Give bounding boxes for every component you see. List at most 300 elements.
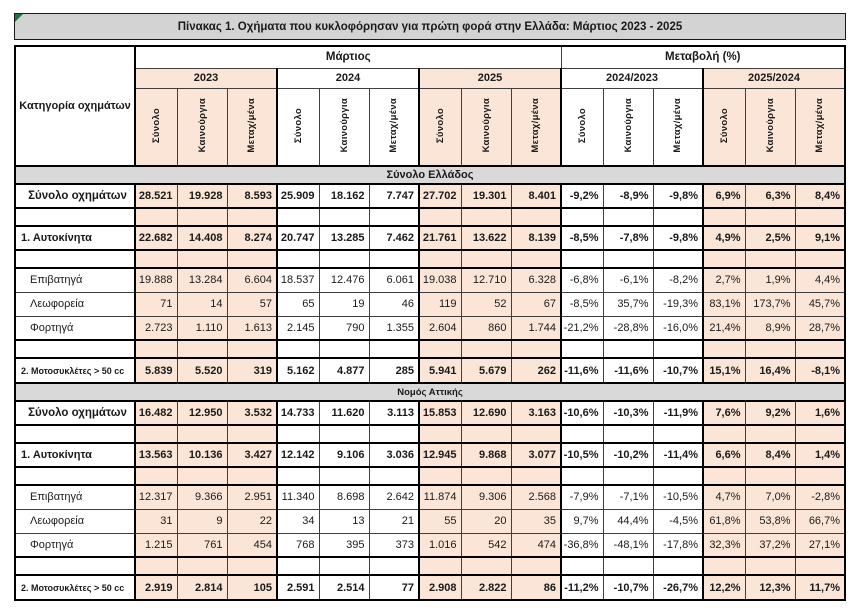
- subcolumn-header: [227, 88, 277, 166]
- cell: [461, 467, 511, 485]
- year-header: 2025: [419, 68, 561, 88]
- cell: [369, 467, 419, 485]
- cell: [319, 557, 369, 575]
- cell: [369, 208, 419, 226]
- cell: 2.642: [369, 485, 419, 509]
- cell: 395: [319, 533, 369, 557]
- cell: 4.877: [319, 358, 369, 383]
- cell: 6.604: [227, 268, 277, 292]
- cell: 35,7%: [603, 292, 653, 316]
- cell: 5.679: [461, 358, 511, 383]
- cell: [653, 557, 703, 575]
- cell: 22: [227, 509, 277, 533]
- cell: 2.822: [461, 575, 511, 600]
- cell: 3.036: [369, 443, 419, 467]
- subcolumn-header: [135, 88, 177, 166]
- cell: 66,7%: [795, 509, 845, 533]
- subcolumn-label: Σύνολο: [434, 107, 446, 143]
- category-header: Κατηγορία οχημάτων: [15, 46, 135, 166]
- row-label: [15, 340, 135, 358]
- row-label: [15, 425, 135, 443]
- subcolumn-label: Σύνολο: [576, 107, 588, 143]
- cell: -9,2%: [561, 184, 603, 208]
- cell: [319, 340, 369, 358]
- spacer-row: [15, 208, 845, 226]
- cell: 5.520: [177, 358, 227, 383]
- cell: 20: [461, 509, 511, 533]
- cell: -8,5%: [561, 226, 603, 250]
- cell: [135, 208, 177, 226]
- cell: -10,7%: [603, 575, 653, 600]
- cell: [653, 467, 703, 485]
- row-label: Λεωφορεία: [15, 509, 135, 533]
- cell: [745, 467, 795, 485]
- cell: [227, 557, 277, 575]
- cell: [795, 208, 845, 226]
- subcolumn-header: [319, 88, 369, 166]
- cell: 1,6%: [795, 401, 845, 425]
- cell: [511, 250, 561, 268]
- cell: 28.521: [135, 184, 177, 208]
- cell: 1.613: [227, 316, 277, 340]
- cell: -16,0%: [653, 316, 703, 340]
- subcolumn-header: [461, 88, 511, 166]
- cell: -6,1%: [603, 268, 653, 292]
- cell: 8.593: [227, 184, 277, 208]
- cell: [603, 340, 653, 358]
- cell: [277, 557, 319, 575]
- cell: 34: [277, 509, 319, 533]
- cell: [511, 557, 561, 575]
- cell: 2.604: [419, 316, 461, 340]
- cell: 12.710: [461, 268, 511, 292]
- cell: [703, 208, 745, 226]
- cell: 119: [419, 292, 461, 316]
- subcolumn-header: [795, 88, 845, 166]
- cell: 8.274: [227, 226, 277, 250]
- cell: 18.537: [277, 268, 319, 292]
- cell: 9.868: [461, 443, 511, 467]
- subcolumn-header: [561, 88, 603, 166]
- cell: 474: [511, 533, 561, 557]
- cell: 22.682: [135, 226, 177, 250]
- cell: 16.482: [135, 401, 177, 425]
- cell: 6.061: [369, 268, 419, 292]
- cell: -10,2%: [603, 443, 653, 467]
- row-label: Φορτηγά: [15, 533, 135, 557]
- cell: 7,6%: [703, 401, 745, 425]
- cell: [745, 208, 795, 226]
- cell: [461, 557, 511, 575]
- row-label: Φορτηγά: [15, 316, 135, 340]
- cell: 761: [177, 533, 227, 557]
- cell: -10,5%: [561, 443, 603, 467]
- cell: -4,5%: [653, 509, 703, 533]
- cell: -10,7%: [653, 358, 703, 383]
- cell: 5.941: [419, 358, 461, 383]
- cell: 35: [511, 509, 561, 533]
- cell: [795, 425, 845, 443]
- cell: 11,7%: [795, 575, 845, 600]
- row-label: 2. Μοτοσυκλέτες > 50 cc: [15, 575, 135, 600]
- subcolumn-label: Μεταχ/μένα: [388, 97, 400, 153]
- cell: -10,5%: [653, 485, 703, 509]
- cell: 11.874: [419, 485, 461, 509]
- cell: 373: [369, 533, 419, 557]
- subcolumn-header: [369, 88, 419, 166]
- cell: [745, 340, 795, 358]
- cell: 9,7%: [561, 509, 603, 533]
- cell: 13.284: [177, 268, 227, 292]
- subcolumn-label: Σύνολο: [292, 107, 304, 143]
- cell: -11,2%: [561, 575, 603, 600]
- subcolumn-header: [745, 88, 795, 166]
- cell: [603, 208, 653, 226]
- section-row: [15, 383, 845, 401]
- cell: 61,8%: [703, 509, 745, 533]
- cell: [703, 250, 745, 268]
- row-label: Λεωφορεία: [15, 292, 135, 316]
- cell: 53,8%: [745, 509, 795, 533]
- cell: [135, 557, 177, 575]
- cell: [277, 208, 319, 226]
- cell: 52: [461, 292, 511, 316]
- cell: [177, 340, 227, 358]
- subcolumn-header: [177, 88, 227, 166]
- cell: 2.568: [511, 485, 561, 509]
- spacer-row: [15, 340, 845, 358]
- cell: 3.113: [369, 401, 419, 425]
- cell: 31: [135, 509, 177, 533]
- cell: 83,1%: [703, 292, 745, 316]
- cell: 55: [419, 509, 461, 533]
- cell: [277, 340, 319, 358]
- cell: [227, 250, 277, 268]
- cell: 1.744: [511, 316, 561, 340]
- cell: [461, 208, 511, 226]
- cell: -48,1%: [603, 533, 653, 557]
- cell: [795, 250, 845, 268]
- row-label: 2. Μοτοσυκλέτες > 50 cc: [15, 358, 135, 383]
- cell: [603, 425, 653, 443]
- cell: 2.919: [135, 575, 177, 600]
- cell: [419, 557, 461, 575]
- cell: 32,3%: [703, 533, 745, 557]
- cell: 8,4%: [745, 443, 795, 467]
- cell: [177, 425, 227, 443]
- subcolumn-header: [653, 88, 703, 166]
- cell: -9,8%: [653, 184, 703, 208]
- cell: 46: [369, 292, 419, 316]
- cell: 21.761: [419, 226, 461, 250]
- subcolumn-header: [703, 88, 745, 166]
- cell: 7.747: [369, 184, 419, 208]
- cell: [177, 208, 227, 226]
- cell: 11.340: [277, 485, 319, 509]
- spacer-row: [15, 557, 845, 575]
- cell: 25.909: [277, 184, 319, 208]
- cell: 262: [511, 358, 561, 383]
- cell: [653, 425, 703, 443]
- cell: 21,4%: [703, 316, 745, 340]
- cell: [319, 250, 369, 268]
- cell: 1,4%: [795, 443, 845, 467]
- row-label: 1. Αυτοκίνητα: [15, 226, 135, 250]
- cell: -11,6%: [561, 358, 603, 383]
- table-title: Πίνακας 1. Οχήματα που κυκλοφόρησαν για πρώτη φορά στην Ελλάδα: Μάρτιος 2023 - 2025: [177, 20, 683, 33]
- cell: [561, 467, 603, 485]
- cell: 7,0%: [745, 485, 795, 509]
- cell: 11.620: [319, 401, 369, 425]
- cell: 9: [177, 509, 227, 533]
- cell: 1.110: [177, 316, 227, 340]
- cell: 2.814: [177, 575, 227, 600]
- cell: [419, 340, 461, 358]
- cell: [653, 340, 703, 358]
- cell: -7,1%: [603, 485, 653, 509]
- cell: [227, 208, 277, 226]
- cell: [745, 557, 795, 575]
- cell: 37,2%: [745, 533, 795, 557]
- change-group-header: Μεταβολή (%): [561, 46, 845, 68]
- cell: 15,1%: [703, 358, 745, 383]
- cell: 10.136: [177, 443, 227, 467]
- cell: 1.355: [369, 316, 419, 340]
- cell: 19.301: [461, 184, 511, 208]
- cell: [795, 557, 845, 575]
- cell: -11,9%: [653, 401, 703, 425]
- cell: [703, 425, 745, 443]
- cell: [461, 425, 511, 443]
- cell: -8,1%: [795, 358, 845, 383]
- cell: 21: [369, 509, 419, 533]
- cell: 4,7%: [703, 485, 745, 509]
- cell: 3.532: [227, 401, 277, 425]
- subcolumn-label: Μεταχ/μένα: [530, 97, 542, 153]
- cell: [135, 250, 177, 268]
- cell: 9,1%: [795, 226, 845, 250]
- cell: 105: [227, 575, 277, 600]
- cell: -26,7%: [653, 575, 703, 600]
- year-header: 2023: [135, 68, 277, 88]
- spacer-row: [15, 250, 845, 268]
- table-row: [15, 485, 845, 509]
- cell: [561, 208, 603, 226]
- cell: -11,6%: [603, 358, 653, 383]
- cell: [511, 425, 561, 443]
- cell: 12.476: [319, 268, 369, 292]
- cell: [511, 340, 561, 358]
- cell: [561, 557, 603, 575]
- cell: 13.563: [135, 443, 177, 467]
- cell: 6,6%: [703, 443, 745, 467]
- cell: -9,8%: [653, 226, 703, 250]
- cell: [603, 250, 653, 268]
- cell: [419, 467, 461, 485]
- cell: 768: [277, 533, 319, 557]
- cell: 9.306: [461, 485, 511, 509]
- cell: 28,7%: [795, 316, 845, 340]
- cell: 8.139: [511, 226, 561, 250]
- cell: 16,4%: [745, 358, 795, 383]
- cell: 454: [227, 533, 277, 557]
- cell: 2.723: [135, 316, 177, 340]
- cell: 9,2%: [745, 401, 795, 425]
- cell: 12.142: [277, 443, 319, 467]
- row-label: Σύνολο οχημάτων: [15, 401, 135, 425]
- cell: -17,8%: [653, 533, 703, 557]
- cell: [369, 557, 419, 575]
- cell: -8,2%: [653, 268, 703, 292]
- cell: [561, 340, 603, 358]
- cell: [703, 340, 745, 358]
- subcolumn-label: Μεταχ/μένα: [246, 97, 258, 153]
- cell: -7,8%: [603, 226, 653, 250]
- cell: 13: [319, 509, 369, 533]
- vehicles-table: [14, 45, 846, 601]
- cell: [511, 208, 561, 226]
- table-row: [15, 401, 845, 425]
- cell: 6.328: [511, 268, 561, 292]
- cell: [227, 467, 277, 485]
- cell: [319, 467, 369, 485]
- cell: 2.951: [227, 485, 277, 509]
- table-row: [15, 226, 845, 250]
- cell: 19.038: [419, 268, 461, 292]
- cell: 8,9%: [745, 316, 795, 340]
- row-label: [15, 208, 135, 226]
- cell: 12.690: [461, 401, 511, 425]
- cell: 319: [227, 358, 277, 383]
- cell: 2.591: [277, 575, 319, 600]
- cell: [227, 340, 277, 358]
- cell: [653, 250, 703, 268]
- cell: [795, 340, 845, 358]
- cell: 67: [511, 292, 561, 316]
- subcolumn-label: Σύνολο: [150, 107, 162, 143]
- cell: 14.733: [277, 401, 319, 425]
- table-body: [15, 166, 845, 600]
- cell: 9.366: [177, 485, 227, 509]
- cell: [795, 467, 845, 485]
- cell: [745, 250, 795, 268]
- green-corner-marker: [15, 14, 23, 22]
- cell: 19: [319, 292, 369, 316]
- subcolumn-label: Καινούργια: [338, 98, 350, 153]
- cell: 12,3%: [745, 575, 795, 600]
- subcolumn-label: Μεταχ/μένα: [672, 97, 684, 153]
- cell: 20.747: [277, 226, 319, 250]
- table-row: [15, 533, 845, 557]
- table-row: [15, 316, 845, 340]
- cell: 19.888: [135, 268, 177, 292]
- cell: -21,2%: [561, 316, 603, 340]
- cell: 4,4%: [795, 268, 845, 292]
- cell: [369, 250, 419, 268]
- cell: 4,9%: [703, 226, 745, 250]
- cell: 14: [177, 292, 227, 316]
- cell: -6,8%: [561, 268, 603, 292]
- cell: 45,7%: [795, 292, 845, 316]
- cell: 27,1%: [795, 533, 845, 557]
- subcolumn-label: Καινούργια: [622, 98, 634, 153]
- cell: 6,3%: [745, 184, 795, 208]
- cell: 14.408: [177, 226, 227, 250]
- cell: -8,9%: [603, 184, 653, 208]
- cell: [177, 557, 227, 575]
- cell: 6,9%: [703, 184, 745, 208]
- cell: 12,2%: [703, 575, 745, 600]
- row-label: [15, 467, 135, 485]
- cell: 3.163: [511, 401, 561, 425]
- row-label: Επιβατηγά: [15, 268, 135, 292]
- subcolumn-label: Μεταχ/μένα: [814, 97, 826, 153]
- cell: 18.162: [319, 184, 369, 208]
- cell: [461, 340, 511, 358]
- row-label: [15, 250, 135, 268]
- cell: 1.215: [135, 533, 177, 557]
- row-label: [15, 557, 135, 575]
- cell: 12.950: [177, 401, 227, 425]
- cell: [135, 467, 177, 485]
- year-header: 2024/2023: [561, 68, 703, 88]
- table-row: [15, 358, 845, 383]
- cell: 57: [227, 292, 277, 316]
- subcolumn-header: [277, 88, 319, 166]
- cell: -11,4%: [653, 443, 703, 467]
- cell: 71: [135, 292, 177, 316]
- cell: -36,8%: [561, 533, 603, 557]
- cell: 15.853: [419, 401, 461, 425]
- cell: [419, 425, 461, 443]
- section-header: Σύνολο Ελλάδος: [15, 166, 845, 184]
- table-header: [15, 46, 845, 166]
- row-label: 1. Αυτοκίνητα: [15, 443, 135, 467]
- cell: [277, 425, 319, 443]
- cell: [603, 467, 653, 485]
- cell: [135, 425, 177, 443]
- cell: 8.698: [319, 485, 369, 509]
- cell: [561, 250, 603, 268]
- cell: 8.401: [511, 184, 561, 208]
- cell: [653, 208, 703, 226]
- cell: 19.928: [177, 184, 227, 208]
- cell: 12.317: [135, 485, 177, 509]
- header-row-subcolumns: [15, 88, 845, 166]
- table-row: [15, 575, 845, 600]
- cell: 13.622: [461, 226, 511, 250]
- cell: [177, 467, 227, 485]
- cell: -19,3%: [653, 292, 703, 316]
- cell: 285: [369, 358, 419, 383]
- cell: 12.945: [419, 443, 461, 467]
- cell: 2.145: [277, 316, 319, 340]
- month-group-header: Μάρτιος: [135, 46, 561, 68]
- section-header: Νομός Αττικής: [15, 383, 845, 401]
- cell: [227, 425, 277, 443]
- cell: 27.702: [419, 184, 461, 208]
- header-row-years: [15, 68, 845, 88]
- cell: 44,4%: [603, 509, 653, 533]
- cell: 2,5%: [745, 226, 795, 250]
- table-row: [15, 268, 845, 292]
- subcolumn-label: Καινούργια: [480, 98, 492, 153]
- cell: 2.908: [419, 575, 461, 600]
- cell: 2.514: [319, 575, 369, 600]
- subcolumn-header: [603, 88, 653, 166]
- table-row: [15, 509, 845, 533]
- cell: 173,7%: [745, 292, 795, 316]
